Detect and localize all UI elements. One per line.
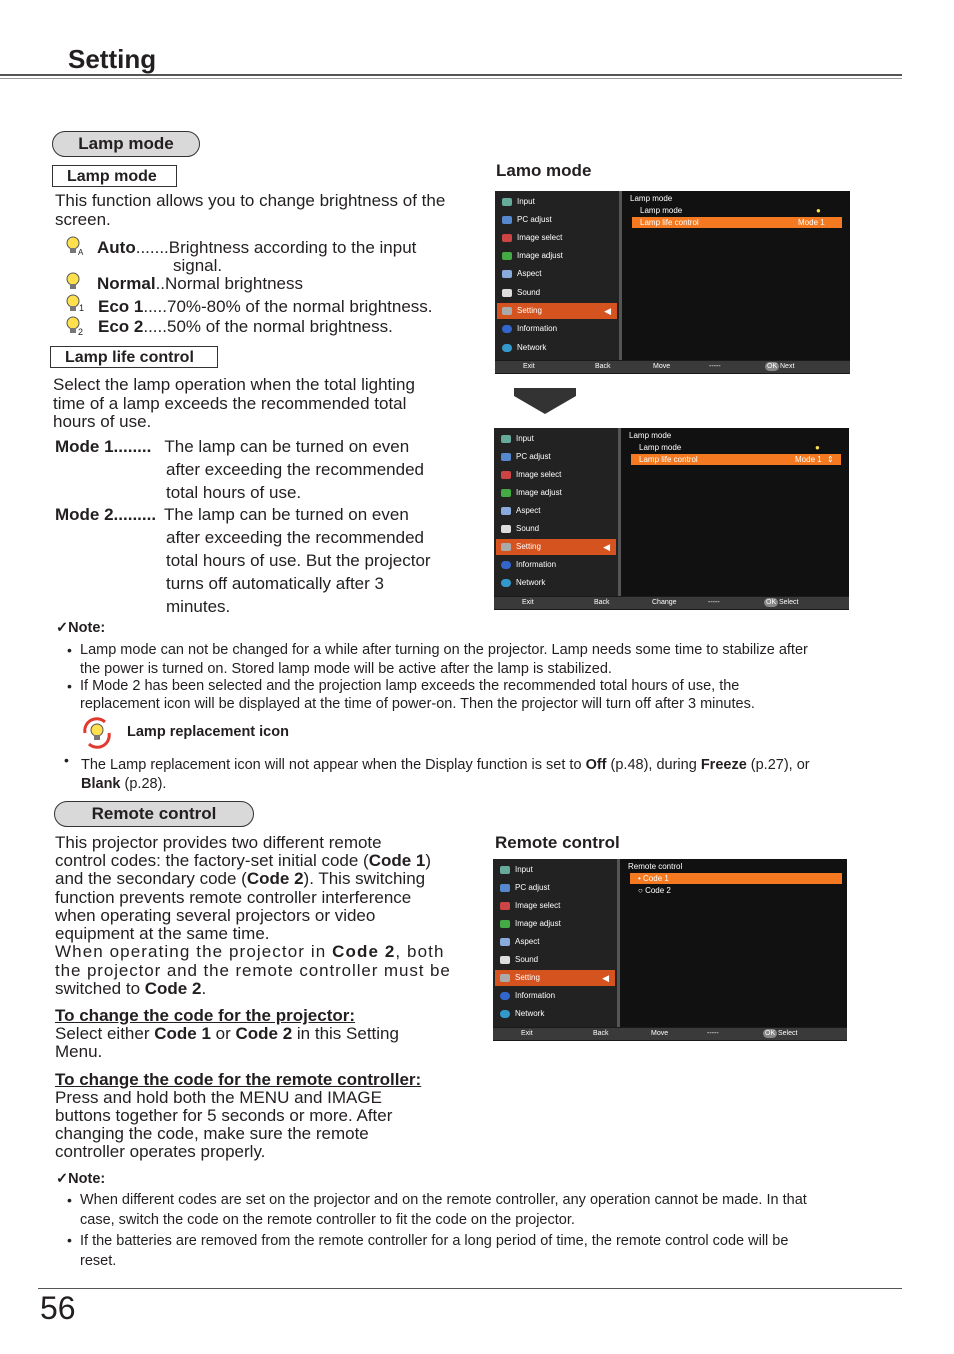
note1-b1-l1: Lamp mode can not be changed for a while after turning on the projector. Lamp needs some time to stabilize after <box>80 642 808 658</box>
menu-item-sound: Sound <box>496 521 616 537</box>
menu-item-network: Network <box>497 340 617 356</box>
sound-icon <box>502 289 512 297</box>
row-lamp-life-control: Lamp life control Mode 1 <box>632 217 842 228</box>
right-panel-title: Lamp mode <box>630 194 673 203</box>
information-icon <box>502 325 512 333</box>
aspect-icon <box>500 938 510 946</box>
footer-rule <box>38 1288 902 1289</box>
mode1-line-2: after exceeding the recommended <box>166 460 424 479</box>
menu-right-panel <box>617 859 847 1027</box>
menu-item-sound: Sound <box>495 952 615 968</box>
mode2-line-5: minutes. <box>166 597 231 616</box>
image-adjust-icon <box>500 920 510 928</box>
eco2-item: Eco 2.....50% of the normal brightness. <box>98 317 393 336</box>
menu-item-pc-adjust: PC adjust <box>495 880 615 896</box>
aspect-icon <box>502 270 512 278</box>
mode2-line-3: total hours of use. But the projector <box>166 551 431 570</box>
menu-item-network: Network <box>496 575 616 591</box>
mode1-label: Mode 1........ <box>55 437 152 456</box>
menu-footer: Exit Back Change ----- OK Select <box>494 597 849 609</box>
page-title: Setting <box>68 44 157 74</box>
menu-item-aspect: Aspect <box>495 934 615 950</box>
bullet-dot: • <box>67 1232 72 1248</box>
setting-icon <box>501 543 511 551</box>
menu-footer: Exit Back Move ----- OK Next <box>495 361 850 373</box>
lamp-mode-box: Lamp mode <box>52 165 177 187</box>
projector-instructions: Select either Code 1 or Code 2 in this Setting <box>55 1024 399 1043</box>
menu-item-input: Input <box>496 431 616 447</box>
bullet-dot: • <box>64 752 69 768</box>
menu-item-image-adjust: Image adjust <box>496 485 616 501</box>
remote-p1-b: control codes: the factory-set initial code (Code 1) <box>55 851 432 870</box>
information-icon <box>501 561 511 569</box>
aspect-icon <box>501 507 511 515</box>
bullet-dot: • <box>67 642 72 658</box>
remote-control-screen-caption: Remote control <box>495 833 620 852</box>
note2-b2-l1: If the batteries are removed from the remote controller for a long period of time, the remote control code will be <box>80 1233 789 1249</box>
bulb-icon: ● <box>815 443 820 452</box>
bullet-dot: • <box>67 1192 72 1208</box>
menu-left-panel <box>494 428 618 596</box>
menu-item-aspect: Aspect <box>497 266 617 282</box>
row-lamp-mode: Lamp mode ● <box>640 206 821 215</box>
menu-screenshot-1 <box>495 191 850 374</box>
right-panel-title: Lamp mode <box>629 431 672 440</box>
menu-item-pc-adjust: PC adjust <box>497 212 617 228</box>
lamp-mode-description: This function allows you to change brightness of the screen. <box>55 191 446 229</box>
network-icon <box>500 1010 510 1018</box>
remote-p1-f: equipment at the same time. <box>55 924 270 943</box>
image-select-icon <box>500 902 510 910</box>
remote-instr-2: buttons together for 5 seconds or more. After <box>55 1106 393 1125</box>
auto-bulb-icon <box>64 236 86 256</box>
row-lamp-mode: Lamp mode ● <box>639 443 820 452</box>
menu-footer: Exit Back Move ----- OK Select <box>493 1028 847 1040</box>
network-icon <box>502 344 512 352</box>
eco2-bulb-icon <box>64 316 86 336</box>
menu-screenshot-2 <box>494 428 849 610</box>
sound-icon <box>501 525 511 533</box>
input-icon <box>502 198 512 206</box>
menu-item-network: Network <box>495 1006 615 1022</box>
image-select-icon <box>502 234 512 242</box>
image-adjust-icon <box>501 489 511 497</box>
svg-text:2: 2 <box>78 327 84 336</box>
image-adjust-icon <box>502 252 512 260</box>
svg-text:1: 1 <box>79 303 85 313</box>
menu-item-setting: Setting ◀ <box>495 970 615 986</box>
menu-item-image-select: Image select <box>495 898 615 914</box>
note1-b2-l1: If Mode 2 has been selected and the projection lamp exceeds the recommended total hours of use, the <box>80 678 740 694</box>
remote-p1-c: and the secondary code (Code 2). This switching <box>55 869 426 888</box>
note1-b1-l2: the power is turned on. Stored lamp mode will be active after the lamp is stabilized. <box>80 661 612 677</box>
lamp-replacement-icon <box>80 715 114 751</box>
note1-b3: The Lamp replacement icon will not appear when the Display function is set to Off (p.48), during Freeze (p.27), or Blank (p.28). <box>81 757 810 792</box>
remote-control-pill: Remote control <box>54 801 254 827</box>
note2-label: ✓Note: <box>56 1171 106 1187</box>
menu-left-panel <box>495 191 619 360</box>
menu-item-image-adjust: Image adjust <box>497 248 617 264</box>
svg-text:A: A <box>78 248 84 256</box>
remote-p2-c: switched to Code 2. <box>55 979 207 998</box>
row-lamp-life-control: Lamp life control Mode 1 ⇕ <box>631 454 841 465</box>
pc-adjust-icon <box>500 884 510 892</box>
pc-adjust-icon <box>501 453 511 461</box>
menu-item-information: Information <box>495 988 615 1004</box>
network-icon <box>501 579 511 587</box>
remote-p2-a: When operating the projector in Code 2, both <box>55 942 445 961</box>
menu-item-setting: Setting ◀ <box>497 303 617 319</box>
pc-adjust-icon <box>502 216 512 224</box>
header-rule-thin <box>0 78 902 79</box>
mode1-line-1: The lamp can be turned on even <box>160 437 410 456</box>
menu-screenshot-3 <box>493 859 847 1041</box>
input-icon <box>500 866 510 874</box>
remote-p1-d: function prevents remote controller interference <box>55 888 412 907</box>
life-desc-3: hours of use. <box>53 412 152 431</box>
projector-instructions-2: Menu. <box>55 1042 103 1061</box>
setting-icon <box>500 974 510 982</box>
page-number: 56 <box>40 1290 76 1326</box>
header-rule <box>0 74 902 76</box>
mode2-line-4: turns off automatically after 3 <box>166 574 384 593</box>
remote-instr-4: controller operates properly. <box>55 1142 266 1161</box>
heading-change-code-projector: To change the code for the projector: <box>55 1006 356 1025</box>
note2-b1-l1: When different codes are set on the projector and on the remote controller, any operation cannot be made. In that <box>80 1192 807 1208</box>
lamp-mode-pill: Lamp mode <box>52 131 200 157</box>
note1-b2-l2: replacement icon will be displayed at the time of power-on. Then the projector will turn off after 3 minutes. <box>80 696 755 712</box>
note1-label: ✓Note: <box>56 620 106 636</box>
eco1-bulb-icon <box>64 294 86 314</box>
radio-selected-icon: • <box>638 874 644 883</box>
arrow-down-icon <box>514 388 576 414</box>
menu-item-pc-adjust: PC adjust <box>496 449 616 465</box>
normal-bulb-icon <box>64 272 86 292</box>
sound-icon <box>500 956 510 964</box>
remote-p1-e: when operating several projectors or video <box>55 906 376 925</box>
image-select-icon <box>501 471 511 479</box>
menu-right-panel <box>619 191 850 360</box>
menu-item-image-select: Image select <box>497 230 617 246</box>
menu-item-sound: Sound <box>497 285 617 301</box>
radio-empty-icon: ○ <box>638 886 646 895</box>
mode2-line-2: after exceeding the recommended <box>166 528 424 547</box>
information-icon <box>500 992 510 1000</box>
heading-change-code-remote: To change the code for the remote controller: <box>55 1070 422 1089</box>
menu-item-information: Information <box>497 321 617 337</box>
menu-item-input: Input <box>495 862 615 878</box>
menu-item-information: Information <box>496 557 616 573</box>
menu-item-input: Input <box>497 194 617 210</box>
input-icon <box>501 435 511 443</box>
menu-item-image-select: Image select <box>496 467 616 483</box>
menu-item-setting: Setting ◀ <box>496 539 616 555</box>
auto-item: Auto.......Brightness according to the input <box>97 238 417 257</box>
row-code-1: • Code 1 <box>630 873 842 884</box>
row-code-2: ○ Code 2 <box>638 886 671 895</box>
mode1-line-3: total hours of use. <box>166 483 302 502</box>
menu-left-panel <box>493 859 617 1027</box>
mode2-line-1: The lamp can be turned on even <box>164 505 409 524</box>
bullet-dot: • <box>67 678 72 694</box>
bulb-icon: ● <box>816 206 821 215</box>
note2-b1-l2: case, switch the code on the remote controller to fit the code on the projector. <box>80 1212 575 1228</box>
remote-p1-a: This projector provides two different remote <box>55 833 382 852</box>
remote-instr-3: changing the code, make sure the remote <box>55 1124 369 1143</box>
up-down-icon: ⇕ <box>827 455 834 464</box>
eco1-item: Eco 1.....70%-80% of the normal brightness. <box>98 297 433 316</box>
mode2-label: Mode 2......... <box>55 505 157 524</box>
setting-icon <box>502 307 512 315</box>
life-desc-1: Select the lamp operation when the total lighting <box>53 375 415 394</box>
menu-right-panel <box>618 428 849 596</box>
remote-p2-b: the projector and the remote controller must be <box>55 961 451 980</box>
menu-item-image-adjust: Image adjust <box>495 916 615 932</box>
lamp-mode-screen-caption: Lamo mode <box>496 161 592 180</box>
normal-item: Normal..Normal brightness <box>97 274 303 293</box>
note2-b2-l2: reset. <box>80 1253 117 1269</box>
remote-instr-1: Press and hold both the MENU and IMAGE <box>55 1088 382 1107</box>
menu-item-aspect: Aspect <box>496 503 616 519</box>
lamp-replacement-icon-label: Lamp replacement icon <box>127 724 289 740</box>
auto-item-cont: signal. <box>173 256 223 275</box>
right-panel-title: Remote control <box>628 862 683 871</box>
life-desc-2: time of a lamp exceeds the recommended total <box>53 394 407 413</box>
lamp-life-control-box: Lamp life control <box>50 346 218 368</box>
